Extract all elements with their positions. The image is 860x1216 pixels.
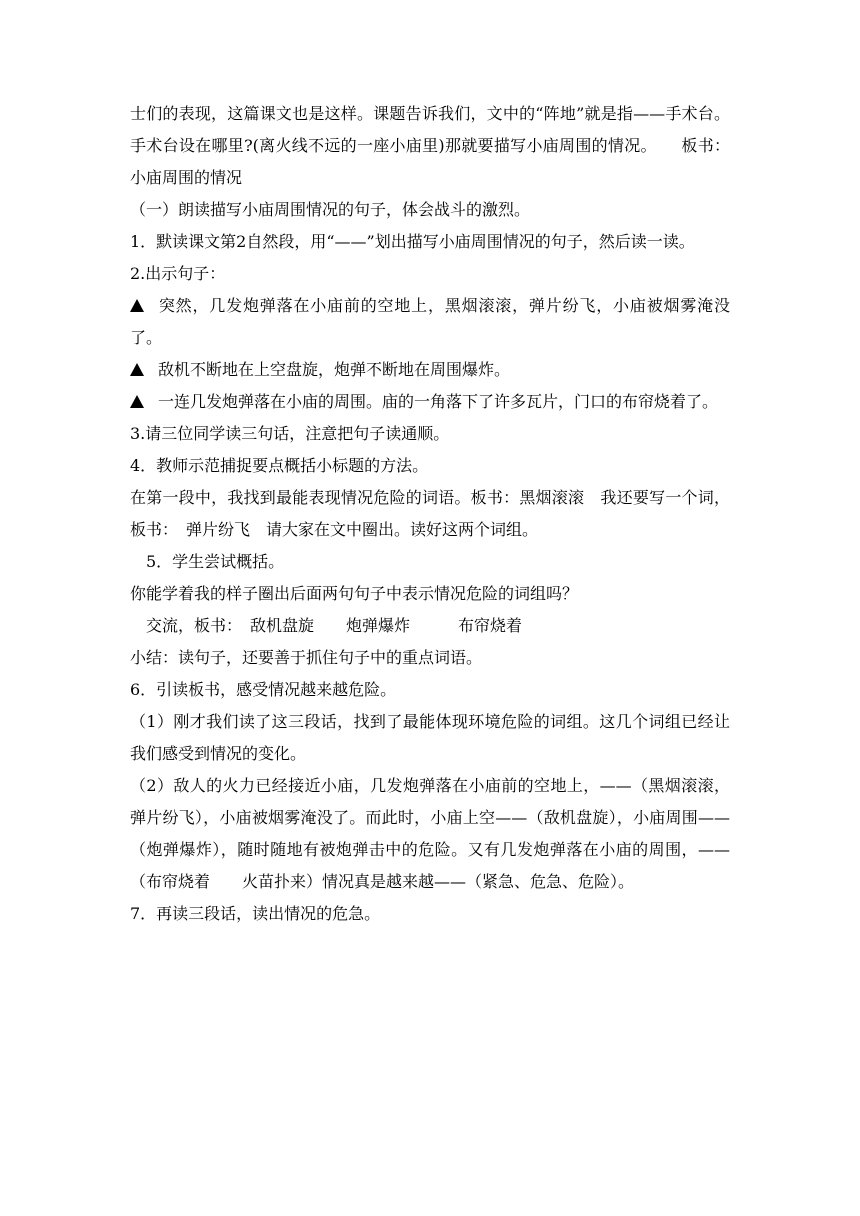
sentence-2 (130, 354, 730, 386)
step-2: 2.出示句子： (130, 264, 226, 283)
sentence-3 (130, 386, 730, 418)
demo-paragraph: 在第一段中，我找到最能表现情况危险的词语。板书：黑烟滚滚 我还要写一个词，板书： 弹片纷飞 请大家在文中圈出。读好这两个词组。 (130, 488, 730, 539)
exchange-paragraph: 交流，板书： 敌机盘旋 炮弹爆炸 布帘烧着 (130, 616, 523, 635)
section-heading: （一）朗读描写小庙周围情况的句子，体会战斗的激烈。 (130, 200, 531, 219)
sentence-3-text: 一连几发炮弹落在小庙的周围。庙的一角落下了许多瓦片，门口的布帘烧着了。 (158, 392, 719, 411)
sentence-1 (130, 290, 730, 354)
step-6: 6．引读板书，感受情况越来越危险。 (130, 680, 397, 699)
paragraph-intro: 士们的表现，这篇课文也是这样。课题告诉我们，文中的“阵地”就是指——手术台。手术台设在哪里?(离火线不远的一座小庙里)那就要描写小庙周围的情况。 板书：小庙周围的情况 (130, 104, 730, 187)
step-1: 1．默读课文第2自然段，用“——”划出描写小庙周围情况的句子，然后读一读。 (130, 232, 695, 251)
sentence-1-text: 突然，几发炮弹落在小庙前的空地上，黑烟滚滚，弹片纷飞，小庙被烟雾淹没了。 (130, 296, 730, 347)
triangle-bullet-icon (130, 299, 144, 312)
step-5: 5．学生尝试概括。 (130, 552, 285, 571)
step-3: 3.请三位同学读三句话，注意把句子读通顺。 (130, 424, 450, 443)
summary-paragraph: 小结：读句子，还要善于抓住句子中的重点词语。 (130, 648, 483, 667)
step-7: 7．再读三段话，读出情况的危急。 (130, 904, 381, 923)
triangle-bullet-icon (130, 395, 144, 408)
question-paragraph: 你能学着我的样子圈出后面两句句子中表示情况危险的词组吗？ (130, 584, 579, 603)
substep-2: （2）敌人的火力已经接近小庙，几发炮弹落在小庙前的空地上，——（黑烟滚滚，弹片纷飞），小庙被烟雾淹没了。而此时，小庙上空——（敌机盘旋），小庙周围——（炮弹爆炸），随时随地有被炮弹击中的危险。又有几发炮弹落在小庙的周围，——（布帘烧着 火苗扑来）情况真是越来越——（紧急、危急、危险）。 (130, 776, 730, 891)
substep-1: （1）刚才我们读了这三段话，找到了最能体现环境危险的词组。这几个词组已经让我们感受到情况的变化。 (130, 712, 730, 763)
document-page (130, 98, 730, 930)
triangle-bullet-icon (130, 363, 144, 376)
sentence-2-text: 敌机不断地在上空盘旋，炮弹不断地在周围爆炸。 (158, 360, 511, 379)
step-4: 4．教师示范捕捉要点概括小标题的方法。 (130, 456, 429, 475)
